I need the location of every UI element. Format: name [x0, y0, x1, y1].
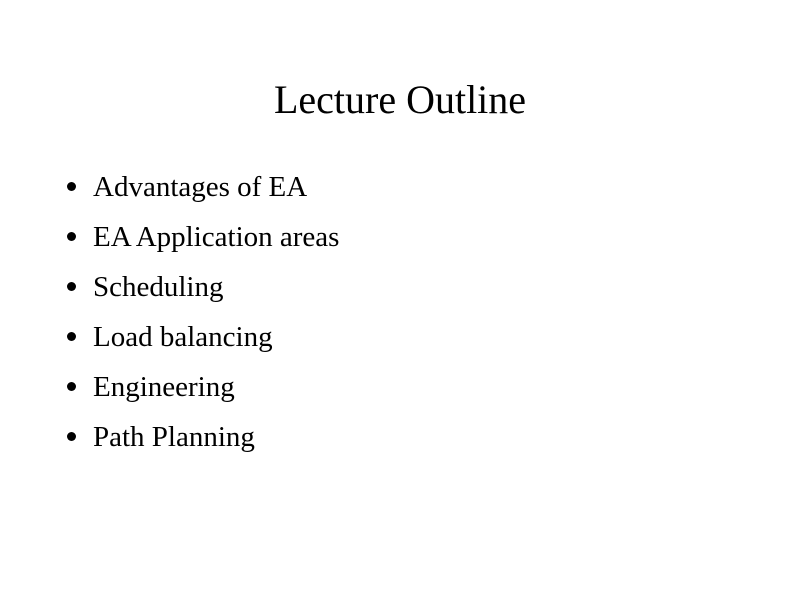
bullet-text: Engineering [93, 371, 235, 403]
bullet-text: Scheduling [93, 271, 224, 303]
bullet-dot-icon [67, 182, 76, 191]
bullet-dot-icon [67, 332, 76, 341]
bullet-dot-icon [67, 232, 76, 241]
bullet-dot-icon [67, 432, 76, 441]
bullet-dot-icon [67, 382, 76, 391]
slide-title: Lecture Outline [273, 77, 527, 122]
bullet-text: EA Application areas [93, 221, 340, 253]
bullet-text: Advantages of EA [93, 171, 308, 203]
bullet-text: Load balancing [93, 321, 273, 353]
bullet-dot-icon [67, 282, 76, 291]
bullet-text: Path Planning [93, 421, 255, 453]
